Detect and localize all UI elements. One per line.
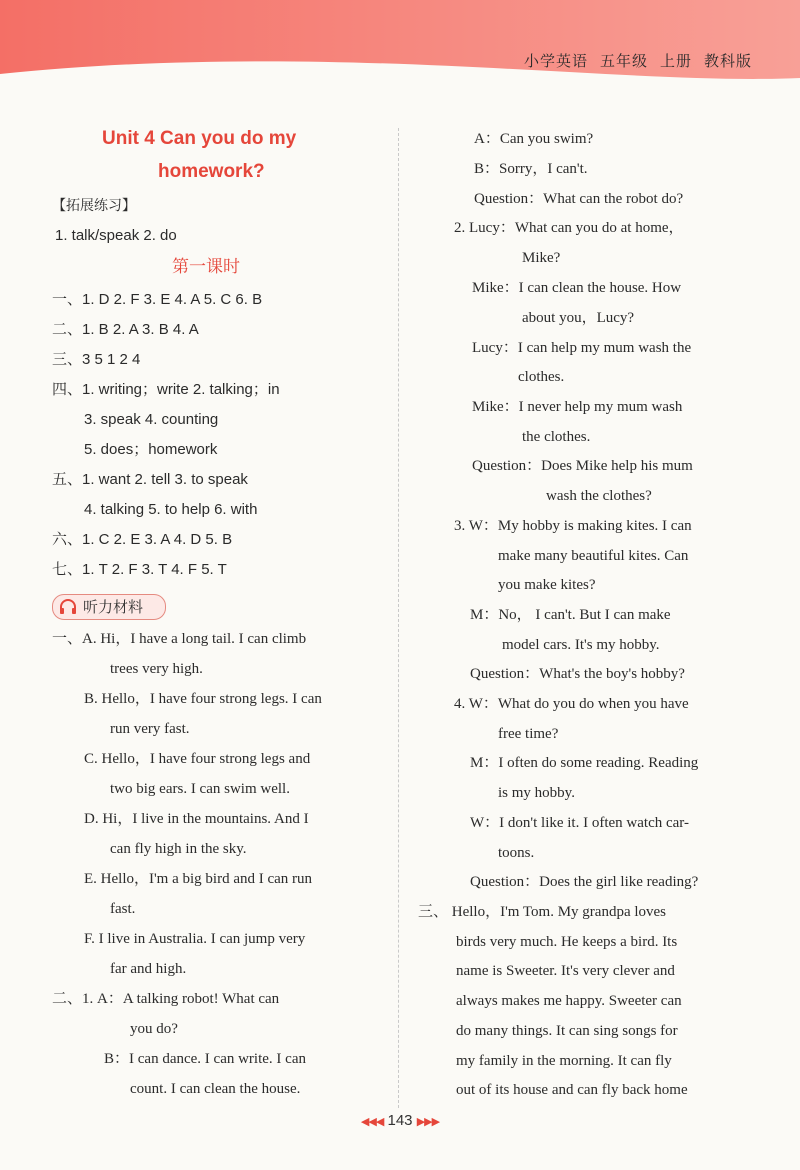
script-line: Mike：I never help my mum wash [472, 399, 683, 415]
script-line: my family in the morning. It can fly [456, 1053, 672, 1069]
left-arrows-icon: ◀◀◀ [360, 1116, 384, 1128]
answer-q6: 六、1. C 2. E 3. A 4. D 5. B [52, 531, 233, 548]
script-line: F. I live in Australia. I can jump very [84, 931, 306, 947]
answer-q2: 二、1. B 2. A 3. B 4. A [52, 321, 199, 338]
script-line: birds very much. He keeps a bird. Its [456, 934, 678, 950]
script-line: two big ears. I can swim well. [110, 781, 290, 797]
script-line: wash the clothes? [546, 488, 652, 504]
script-line: D. Hi，I live in the mountains. And I [84, 811, 309, 827]
answer-q1: 一、1. D 2. F 3. E 4. A 5. C 6. B [52, 291, 263, 308]
script-line: B：Sorry，I can't. [474, 161, 588, 177]
script-line: M：No， I can't. But I can make [470, 607, 671, 623]
edition: 教科版 [703, 52, 752, 70]
script-line: 一、A. Hi，I have a long tail. I can climb [52, 631, 307, 647]
script-line: is my hobby. [498, 785, 575, 801]
script-line: always makes me happy. Sweeter can [456, 993, 682, 1009]
book-info [512, 50, 752, 71]
script-line: clothes. [518, 369, 565, 385]
script-line: Question：What can the robot do? [474, 191, 684, 207]
script-line: about you，Lucy? [522, 310, 635, 326]
script-line: Question：Does Mike help his mum [472, 458, 693, 474]
lesson-title: 第一课时 [172, 257, 240, 277]
script-line: model cars. It's my hobby. [502, 637, 660, 653]
script-line: trees very high. [110, 661, 203, 677]
unit-title-line2: homework? [158, 161, 265, 182]
right-arrows-icon: ▶▶▶ [416, 1116, 440, 1128]
headphones-icon [59, 599, 77, 615]
script-line: W：I don't like it. I often watch car- [470, 815, 689, 831]
script-line: 二、1. A：A talking robot! What can [52, 991, 280, 1007]
script-line: you make kites? [498, 577, 596, 593]
term: 上册 [659, 52, 692, 70]
script-line: Question：Does the girl like reading? [470, 874, 699, 890]
script-line: toons. [498, 845, 535, 861]
column-divider [398, 128, 399, 1108]
script-line: 2. Lucy：What can you do at home， [454, 220, 684, 236]
extension-label: 【拓展练习】 [52, 198, 136, 214]
script-line: can fly high in the sky. [110, 841, 247, 857]
unit-title-line1: Unit 4 Can you do my [102, 128, 297, 149]
script-line: Question：What's the boy's hobby? [470, 666, 685, 682]
answer-q4b: 3. speak 4. counting [84, 411, 219, 428]
script-line: B. Hello，I have four strong legs. I can [84, 691, 322, 707]
grade: 五年级 [599, 52, 648, 70]
answer-q4a: 四、1. writing；write 2. talking；in [52, 381, 280, 398]
script-line: M：I often do some reading. Reading [470, 755, 699, 771]
answer-q7: 七、1. T 2. F 3. T 4. F 5. T [52, 561, 227, 578]
script-line: fast. [110, 901, 136, 917]
script-line: 4. W：What do you do when you have [454, 696, 689, 712]
answer-q3: 三、3 5 1 2 4 [52, 351, 141, 368]
script-line: the clothes. [522, 429, 591, 445]
script-line: B：I can dance. I can write. I can [104, 1051, 306, 1067]
script-line: run very fast. [110, 721, 190, 737]
script-line: 三、 Hello，I'm Tom. My grandpa loves [418, 904, 667, 920]
answer-q5b: 4. talking 5. to help 6. with [84, 501, 258, 518]
script-line: do many things. It can sing songs for [456, 1023, 678, 1039]
script-line: name is Sweeter. It's very clever and [456, 963, 675, 979]
script-line: Mike? [522, 250, 561, 266]
answer-q5a: 五、1. want 2. tell 3. to speak [52, 471, 248, 488]
subject: 小学英语 [523, 52, 588, 70]
answer-q4c: 5. does；homework [84, 441, 218, 458]
script-line: Lucy：I can help my mum wash the [472, 340, 692, 356]
extension-answers: 1. talk/speak 2. do [55, 227, 177, 244]
listening-label: 听力材料 [83, 598, 144, 616]
page-footer [0, 1112, 800, 1129]
page-number: 143 [387, 1112, 413, 1129]
script-line: 3. W：My hobby is making kites. I can [454, 518, 692, 534]
script-line: C. Hello，I have four strong legs and [84, 751, 311, 767]
script-line: free time? [498, 726, 559, 742]
script-line: out of its house and can fly back home [456, 1082, 688, 1098]
script-line: A：Can you swim? [474, 131, 594, 147]
script-line: you do? [130, 1021, 178, 1037]
script-line: count. I can clean the house. [130, 1081, 301, 1097]
script-line: Mike：I can clean the house. How [472, 280, 682, 296]
script-line: E. Hello，I'm a big bird and I can run [84, 871, 313, 887]
script-line: make many beautiful kites. Can [498, 548, 689, 564]
listening-material-tag [52, 594, 166, 620]
script-line: far and high. [110, 961, 187, 977]
